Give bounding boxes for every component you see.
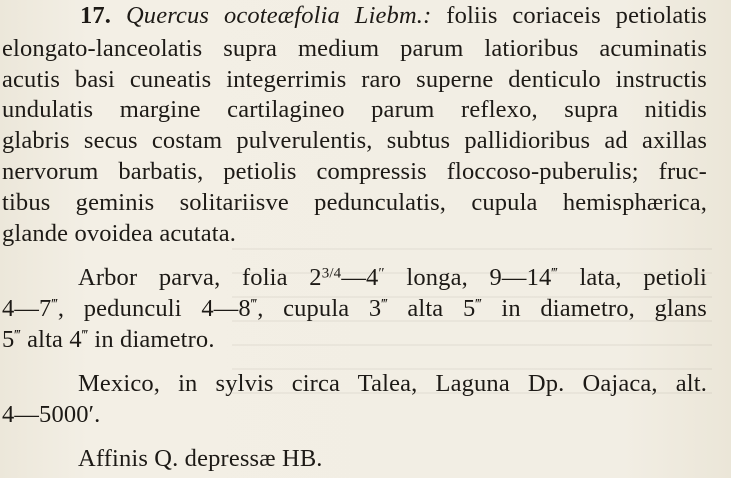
- description-line-2: elongato-lanceolatis supra medium parum latioribus acuminatis: [2, 35, 707, 62]
- locality-line-2: 4—5000′.: [2, 401, 101, 428]
- description-line-6: nervorum barbatis, petiolis compressis floccoso-puberulis; fruc-: [2, 158, 707, 185]
- description-line-1: foliis coriaceis petiolatis: [446, 2, 707, 29]
- measurements-line-3: 5‴ alta 4‴ in diametro.: [2, 326, 215, 353]
- fraction-three-quarters: 3/4: [321, 265, 342, 282]
- entry-heading-line: [80, 1, 707, 31]
- entry-number: 17.: [80, 2, 112, 29]
- description-line-4: undulatis margine cartilagineo parum reflexo, supra nitidis: [2, 96, 707, 123]
- species-name: Quercus ocoteæfolia Liebm.:: [125, 2, 432, 29]
- description-line-3: acutis basi cuneatis integerrimis raro superne denticulo instructis: [2, 66, 707, 93]
- description-line-5: glabris secus costam pulverulentis, subtus pallidioribus ad axillas: [2, 127, 707, 154]
- affinity-note: Affinis Q. depressæ HB.: [78, 445, 323, 472]
- measurements-line-2: 4—7‴, pedunculi 4—8‴, cupula 3‴ alta 5‴ in diametro, glans: [2, 295, 707, 322]
- description-line-7: tibus geminis solitariisve pedunculatis, cupula hemisphærica,: [2, 189, 707, 216]
- description-line-8: glande ovoidea acutata.: [2, 220, 237, 247]
- locality-line-1: Mexico, in sylvis circa Talea, Laguna Dp. Oajaca, alt.: [78, 370, 707, 397]
- measurements-line-1: Arbor parva, folia $2^{3/4}—4''$ longa, 9—14‴ lata, petioli: [78, 264, 707, 291]
